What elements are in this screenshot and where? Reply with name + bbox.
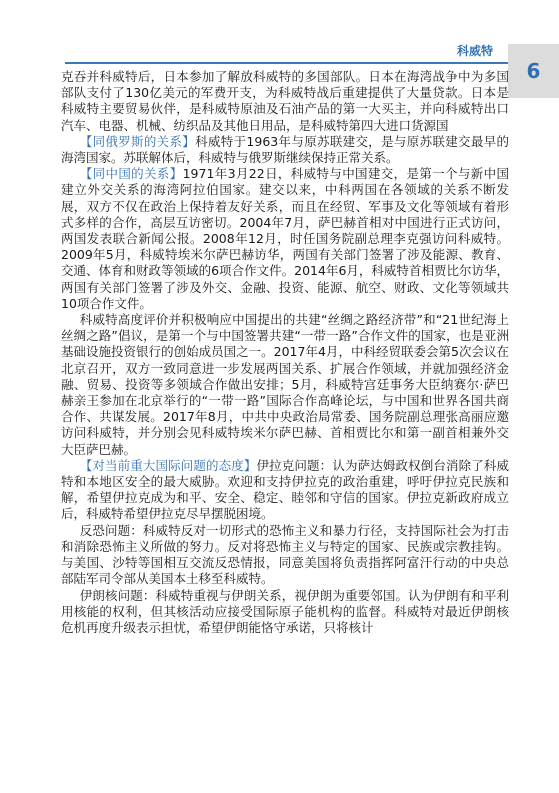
paragraph-china xyxy=(61,166,509,312)
paragraph-russia-text: 科威特于1963年与原苏联建交，是与原苏联建交最早的海湾国家。苏联解体后，科威特与俄罗斯继续保持正常关系。 xyxy=(61,133,509,166)
paragraph-international xyxy=(61,458,509,523)
paragraph-russia xyxy=(61,134,509,166)
page-number: 6 xyxy=(526,59,541,83)
paragraph-belt-road: 科威特高度评价并积极响应中国提出的共建“丝绸之路经济带”和“21世纪海上丝绸之路”倡议，是第一个与中国签署共建“一带一路”合作文件的国家，也是亚洲基础设施投资银行的创始成员国之一。2017年4月，中科经贸联委会第5次会议在北京召开，双方一致同意进一步发展两国关系、扩展合作领域，并就加强经济金融、贸易、投资等多领域合作做出安排；5月，科威特宫廷事务大臣纳赛尔·萨巴赫亲王参加在北京举行的“一带一路”国际合作高峰论坛，与中国和世界各国共商合作、共谋发展。2017年8月，中共中央政治局常委、国务院副总理张高丽应邀访问科威特，并分别会见科威特埃米尔萨巴赫、首相贾比尔和第一副首相兼外交大臣萨巴赫。 xyxy=(61,312,509,457)
header-rule xyxy=(65,62,508,64)
section-title: 科威特 xyxy=(456,44,493,58)
paragraph-terrorism: 反恐问题：科威特反对一切形式的恐怖主义和暴力行径，支持国际社会为打击和消除恐怖主义所做的努力。反对将恐怖主义与特定的国家、民族或宗教挂钩。与美国、沙特等国相互交流反恐情报，同意美国将负责指挥阿富汗行动的中央总部陆军司令部从美国本土移至科威特。 xyxy=(61,522,509,587)
section-heading-china: 【同中国的关系】 xyxy=(79,166,183,182)
section-heading-russia: 【同俄罗斯的关系】 xyxy=(79,133,196,149)
paragraph-iran-nuclear: 伊朗核问题：科威特重视与伊朗关系，视伊朗为重要邻国。认为伊朗有和平利用核能的权利，但其核活动应接受国际原子能机构的监督。科威特对最近伊朗核危机再度升级表示担忧，希望伊朗能恪守承诺，只将核计 xyxy=(61,587,509,635)
paragraph-japan: 克吞并科威特后，日本参加了解放科威特的多国部队。日本在海湾战争中为多国部队支付了130亿美元的军费开支，为科威特战后重建提供了大量贷款。日本是科威特主要贸易伙伴，是科威特原油及石油产品的第一大买主，并向科威特出口汽车、电器、机械、纺织品及其他日用品，是科威特第四大进口货源国 xyxy=(61,69,509,133)
paragraph-china-text: 1971年3月22日，科威特与中国建交，是第一个与新中国建立外交关系的海湾阿拉伯国家。建交以来，中科两国在各领域的关系不断发展，双方不仅在政治上保持着友好关系，而且在经贸、军事及文化等领域有着形式多样的合作，高层互访密切。2004年7月，萨巴赫首相对中国进行正式访问，两国发表联合新闻公报。2008年12月，时任国务院副总理李克强访问科威特。2009年5月，科威特埃米尔萨巴赫访华，两国有关部门签署了涉及能源、教育、交通、体育和财政等领域的6项合作文件。2014年6月，科威特首相贾比尔访华，两国有关部门签署了涉及外交、金融、投资、能源、航空、财政、文化等领域共10项合作文件。 xyxy=(61,166,509,311)
section-heading-international: 【对当前重大国际问题的态度】 xyxy=(79,457,257,473)
document-body xyxy=(61,69,509,636)
paragraph-iraq-text: 伊拉克问题：认为萨达姆政权倒台消除了科威特和本地区安全的最大威胁。欢迎和支持伊拉克的政治重建，呼吁伊拉克民族和解，希望伊拉克成为和平、安全、稳定、睦邻和守信的国家。伊拉克新政府成立后，科威特希望伊拉克尽早摆脱困境。 xyxy=(61,457,509,522)
